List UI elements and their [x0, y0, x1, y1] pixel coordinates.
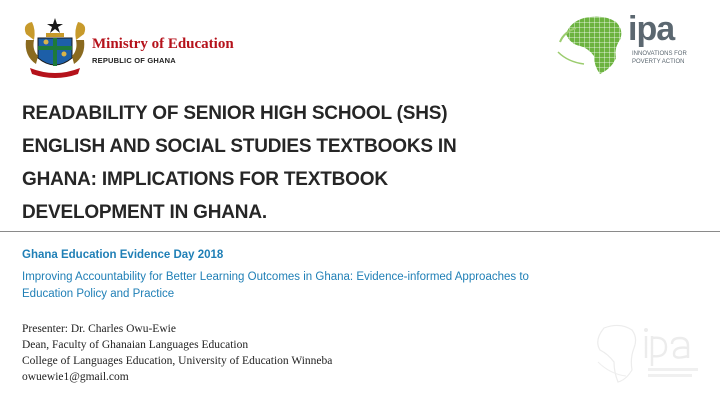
event-theme-line1: Improving Accountability for Better Learning Outcomes in Ghana: Evidence-informed Approaches to: [22, 271, 529, 283]
ministry-logo-block: [20, 16, 250, 80]
title-divider: [0, 231, 720, 232]
ghana-coat-of-arms-icon: [20, 16, 90, 80]
title-line-2: ENGLISH AND SOCIAL STUDIES TEXTBOOKS IN: [22, 136, 457, 157]
event-name: Ghana Education Evidence Day 2018: [22, 249, 224, 261]
presenter-affiliation: College of Languages Education, University of Education Winneba: [22, 355, 333, 367]
presenter-email: owuewie1@gmail.com: [22, 371, 129, 383]
ipa-tagline-line1: INNOVATIONS FOR: [632, 51, 687, 57]
ipa-tagline: [632, 50, 704, 66]
ministry-name: Ministry of Education: [92, 36, 234, 52]
title-line-1: READABILITY OF SENIOR HIGH SCHOOL (SHS): [22, 103, 448, 124]
africa-globe-icon: [554, 12, 628, 78]
ministry-country: REPUBLIC OF GHANA: [92, 56, 176, 65]
ipa-tagline-line2: POVERTY ACTION: [632, 59, 685, 65]
presenter-info: [22, 321, 332, 385]
event-theme: [22, 269, 662, 303]
page-title: [22, 97, 582, 229]
presenter-title: Dean, Faculty of Ghanaian Languages Education: [22, 339, 249, 351]
ipa-logo: [554, 10, 704, 80]
title-line-3: GHANA: IMPLICATIONS FOR TEXTBOOK: [22, 169, 388, 190]
presenter-name: Presenter: Dr. Charles Owu-Ewie: [22, 323, 176, 335]
ipa-wordmark: ipa: [628, 10, 675, 48]
event-theme-line2: Education Policy and Practice: [22, 288, 175, 300]
ipa-watermark-icon: [590, 318, 710, 390]
title-line-4: DEVELOPMENT IN GHANA.: [22, 202, 267, 223]
